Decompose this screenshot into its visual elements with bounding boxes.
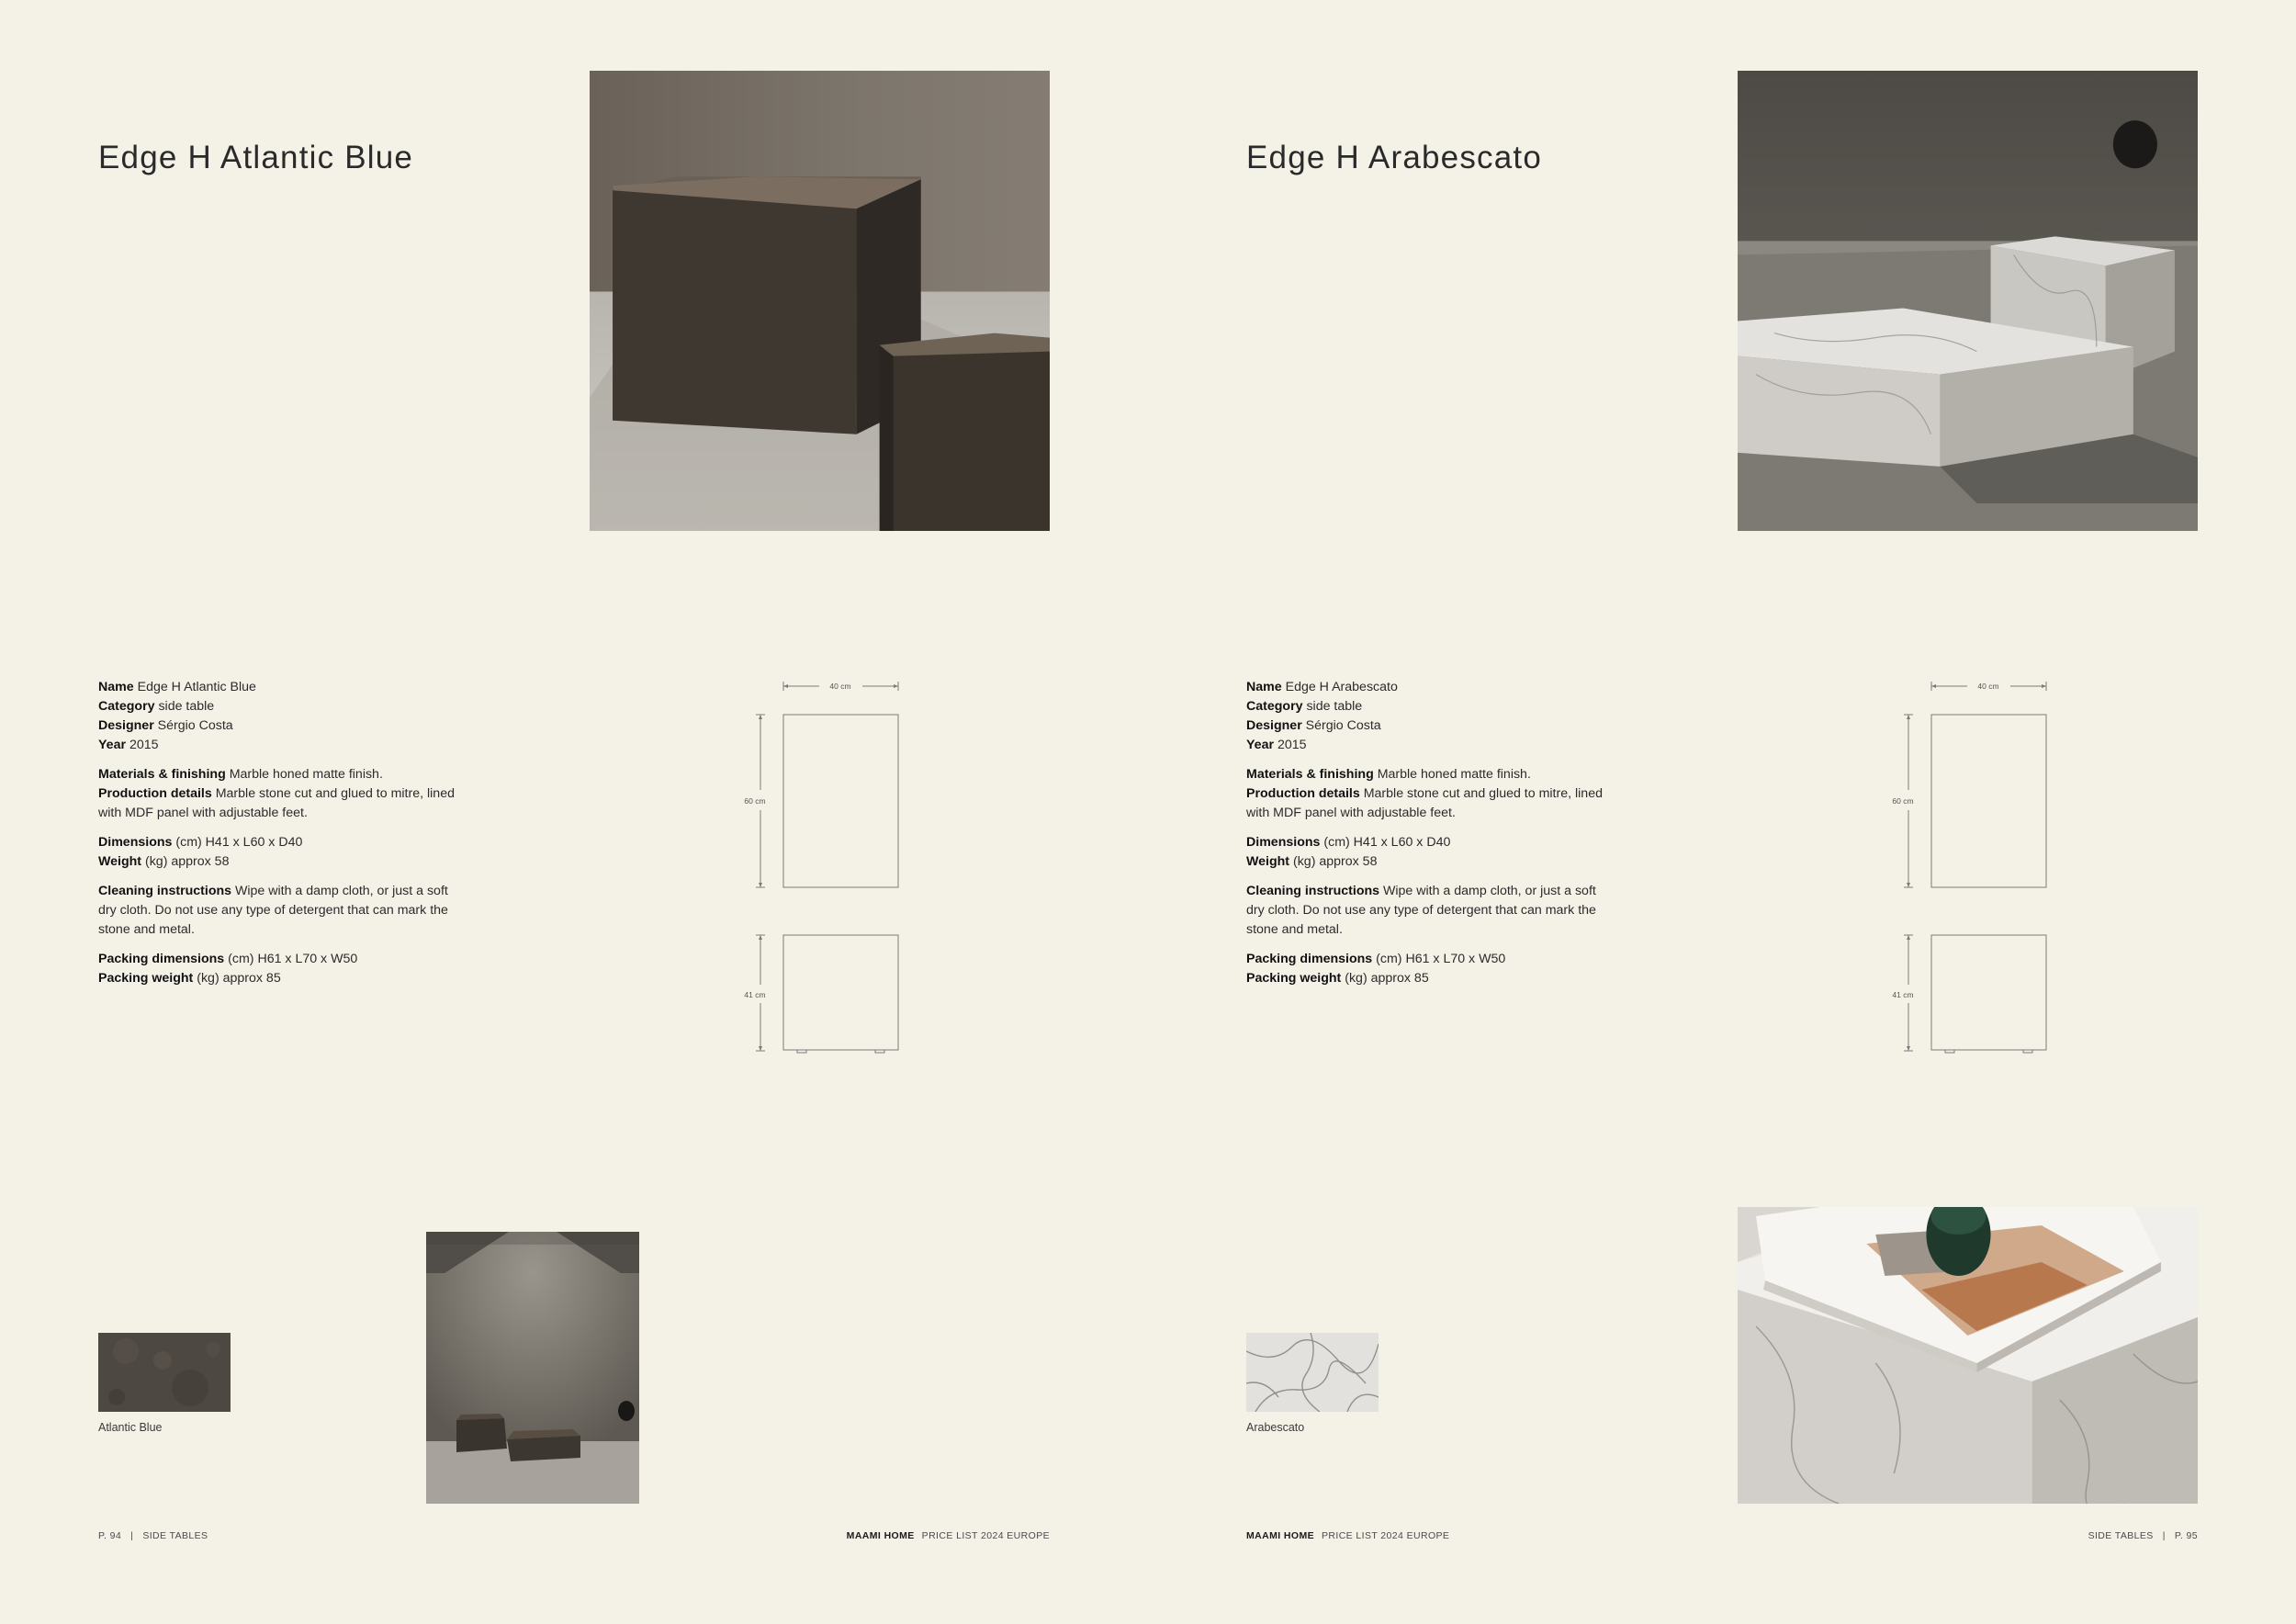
- spec-value: 2015: [1277, 738, 1307, 752]
- section-name: SIDE TABLES: [2088, 1530, 2154, 1541]
- price-list-name: PRICE LIST 2024 EUROPE: [1322, 1530, 1450, 1541]
- spec-label: Packing dimensions: [1246, 952, 1373, 966]
- spec-value: Wipe with a damp cloth, or just a soft dry cloth. Do not use any type of detergent that can mark the stone and metal.: [98, 884, 448, 937]
- height-dimension-label: 41 cm: [744, 990, 766, 999]
- spec-label: Packing weight: [1246, 971, 1342, 986]
- width-dimension-label: 40 cm: [829, 682, 851, 691]
- spec-label: Category: [1246, 699, 1303, 714]
- height-dimension-label: 41 cm: [1892, 990, 1914, 999]
- spec-label: Production details: [98, 786, 212, 801]
- footer-brand-info: [1246, 1530, 1449, 1541]
- swatch-label: Arabescato: [1246, 1421, 1305, 1434]
- technical-drawing: [737, 676, 902, 1062]
- brand-name: MAAMI HOME: [1246, 1530, 1314, 1541]
- length-dimension-label: 60 cm: [1892, 796, 1914, 806]
- price-list-name: PRICE LIST 2024 EUROPE: [921, 1530, 1050, 1541]
- spec-label: Dimensions: [1246, 835, 1321, 850]
- spec-value: (kg) approx 58: [1292, 854, 1378, 869]
- spec-label: Designer: [1246, 718, 1302, 733]
- spec-label: Name: [98, 680, 134, 694]
- finish-swatch-atlantic-blue: [98, 1333, 231, 1412]
- spec-label: Weight: [1246, 854, 1290, 869]
- footer-separator: |: [2162, 1530, 2166, 1541]
- footer-page-info: [2088, 1530, 2198, 1541]
- spec-label: Year: [1246, 738, 1274, 752]
- spec-value: (cm) H41 x L60 x D40: [1323, 835, 1451, 850]
- spec-label: Year: [98, 738, 126, 752]
- footer-page-info: [98, 1530, 208, 1541]
- spec-value: (kg) approx 85: [1345, 971, 1429, 986]
- spec-value: (cm) H41 x L60 x D40: [175, 835, 303, 850]
- swatch-label: Atlantic Blue: [98, 1421, 163, 1434]
- spec-value: side table: [158, 699, 215, 714]
- product-title: Edge H Arabescato: [1246, 140, 1542, 175]
- spec-value: (kg) approx 85: [197, 971, 281, 986]
- spec-value: Edge H Atlantic Blue: [137, 680, 256, 694]
- spec-value: Edge H Arabescato: [1285, 680, 1398, 694]
- spec-label: Materials & finishing: [1246, 767, 1374, 782]
- footer-brand-info: [847, 1530, 1050, 1541]
- spec-label: Packing weight: [98, 971, 194, 986]
- room-photo: [426, 1232, 639, 1504]
- spec-label: Packing dimensions: [98, 952, 225, 966]
- spec-value: Wipe with a damp cloth, or just a soft dry cloth. Do not use any type of detergent that can mark the stone and metal.: [1246, 884, 1596, 937]
- spec-label: Name: [1246, 680, 1282, 694]
- technical-drawing: [1885, 676, 2050, 1062]
- section-name: SIDE TABLES: [142, 1530, 208, 1541]
- spec-value: side table: [1306, 699, 1363, 714]
- detail-photo: [1738, 1207, 2198, 1504]
- spec-label: Weight: [98, 854, 142, 869]
- brand-name: MAAMI HOME: [846, 1530, 915, 1541]
- spec-value: Sérgio Costa: [157, 718, 233, 733]
- spec-label: Cleaning instructions: [98, 884, 232, 898]
- finish-swatch-arabescato: [1246, 1333, 1379, 1412]
- spec-value: (cm) H61 x L70 x W50: [228, 952, 358, 966]
- footer-separator: |: [130, 1530, 134, 1541]
- spec-label: Designer: [98, 718, 154, 733]
- right-page: [1148, 0, 2296, 1624]
- page-number: P. 95: [2174, 1530, 2198, 1541]
- spec-value: (cm) H61 x L70 x W50: [1376, 952, 1506, 966]
- spec-label: Cleaning instructions: [1246, 884, 1380, 898]
- spec-label: Production details: [1246, 786, 1360, 801]
- spec-label: Category: [98, 699, 155, 714]
- spec-value: Sérgio Costa: [1305, 718, 1381, 733]
- spec-sheet: [1246, 678, 1614, 998]
- spec-value: Marble honed matte finish.: [1377, 767, 1531, 782]
- hero-photo-atlantic-blue: [590, 71, 1050, 531]
- length-dimension-label: 60 cm: [744, 796, 766, 806]
- width-dimension-label: 40 cm: [1977, 682, 1999, 691]
- spec-value: Marble stone cut and glued to mitre, lined with MDF panel with adjustable feet.: [98, 786, 455, 820]
- spec-sheet: [98, 678, 466, 998]
- spec-value: Marble honed matte finish.: [229, 767, 383, 782]
- spec-value: 2015: [129, 738, 159, 752]
- product-title: Edge H Atlantic Blue: [98, 140, 414, 175]
- spec-label: Dimensions: [98, 835, 173, 850]
- spec-value: Marble stone cut and glued to mitre, lined with MDF panel with adjustable feet.: [1246, 786, 1603, 820]
- page-number: P. 94: [98, 1530, 122, 1541]
- spec-label: Materials & finishing: [98, 767, 226, 782]
- spec-value: (kg) approx 58: [144, 854, 230, 869]
- hero-photo-arabescato: [1738, 71, 2198, 531]
